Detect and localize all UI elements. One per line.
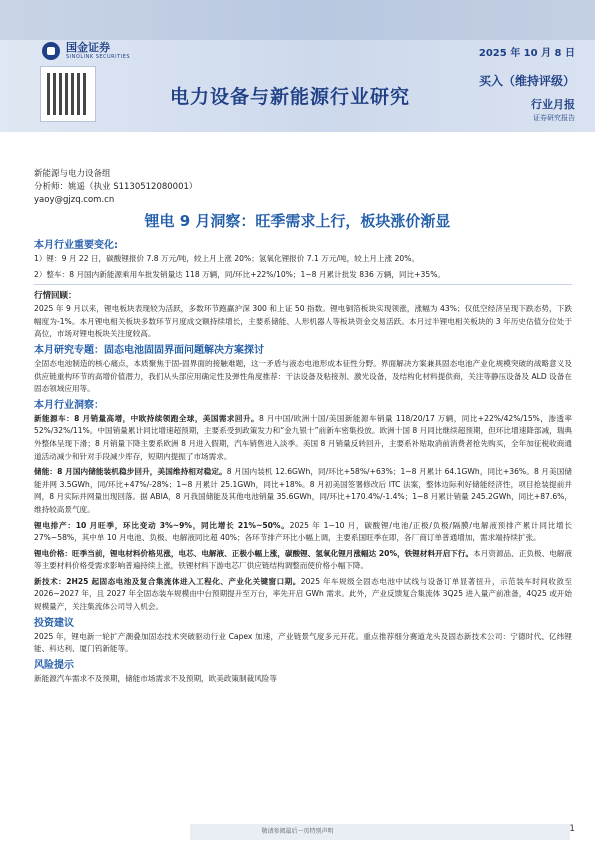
- brand-name: 国金证券: [66, 41, 110, 54]
- brand-logo: [42, 42, 130, 60]
- insight-paragraph: 锂电排产：10 月旺季，环比变动 3%~9%，同比增长 21%~50%。2025 年 1~10 月，碳酸锂/电池/正极/负极/隔膜/电解液预排产累计同比增长 27%~58%，其中单 10 月电池、负极、电解液同比超 40%；各环节排产环比小幅上调，主要系国旺季在即，各厂商订单普通增加，需求端持续扩张。: [34, 520, 572, 543]
- author-block: [34, 168, 197, 207]
- report-type: 行业月报: [531, 98, 575, 111]
- brand-sub: SINOLINK SECURITIES: [66, 54, 130, 60]
- report-header: [0, 0, 595, 132]
- section-title-changes: 本月行业重要变化:: [34, 240, 118, 251]
- header-band: [0, 0, 595, 40]
- section-title-insight: 本月行业洞察：: [34, 399, 104, 411]
- divider: [34, 284, 572, 285]
- change-item: 2）整车：8 月国内新能源乘用车批发销量达 118 万辆，同/环比+22%/10%；1~8 月累计批发 836 万辆，同比+35%。: [34, 269, 446, 279]
- section-title-invest: 投资建议: [34, 617, 74, 629]
- insight-paragraph: 新技术：2H25 起固态电池及复合集流体进入工程化、产业化关键窗口期。2025 年车规级全固态电池中试线与设备订单显著扭升，示范装车时间收敛至 2026~2027 年，且 2027 年全固态装车规模由中台预期提升至万台，率先开启 GWh 需求。此外，产业反馈复合集流体 3Q25 进入量产前准备，4Q25 或开始规模量产，关注集流体公司导入机会。: [34, 576, 572, 612]
- topic-paragraph: 全固态电池制造的核心痛点，本质聚焦于固-固界面的接触难题，这一矛盾与液态电池形成本征性分野。界面解决方案兼具固态电池产业化规模突破的战略意义及供应链重构环节的高增价值潜力，我们从头部应用确定性及弹性角度推荐：干法设备及粘接剂、激光设备，及结构化材料提供商，关注等静压设备及 ALD 设备在固态领域应用等。: [34, 358, 572, 394]
- footer-disclaimer: 敬请参阅最后一页特别声明: [261, 828, 334, 835]
- section-title-risk: 风险提示: [34, 659, 74, 671]
- section-title-review: 行情回顾：: [34, 291, 77, 302]
- headline: 锂电 9 月洞察：旺季需求上行，板块涨价渐显: [144, 212, 451, 230]
- report-date: 2025 年 10 月 8 日: [478, 48, 575, 59]
- insight-paragraph: 新能源车：8 月销量高增，中欧持续领跑全球，美国需求回升。8 月中国/欧洲十国/美国新能源车销量 118/20/17 万辆，同比+22%/42%/15%，渗透率 52%/32%/11%。中国销量累计同比增速超预期，主要系受到政策发力和“金九银十”前新车密集投放。欧洲十国 8 月同比继续超预期，但环比增速降部减，瑞典外整体呈现下滑；8 月销量下降主要系欧洲 8 月进入假期，汽车销售进入淡季。美国 8 月销量反转回升，主要系补贴取消前消费者抢先购买，全年加征税收商通道活动减少和针对手段减少库存，短期内提振了市场需求。: [34, 413, 572, 461]
- invest-paragraph: 2025 年，锂电新一轮扩产潮叠加固态技术突破驱动行业 Capex 加速，产业链景气度多元开花。重点推荐细分赛道龙头及固态新技术公司：宁德时代、亿纬锂能、科达利、厦门钨新能等。: [34, 631, 572, 654]
- analyst: 分析师：姚遥（执业 S1130512080001）: [34, 182, 198, 192]
- brand-logo-icon: [42, 42, 60, 60]
- rating: 买入（维持评级）: [478, 74, 575, 88]
- analyst-email[interactable]: yaoy@gjzq.com.cn: [34, 195, 115, 205]
- page-number: 1: [569, 824, 575, 834]
- author-group: 新能源与电力设备组: [34, 169, 111, 179]
- change-item: 1）锂：9 月 22 日，碳酸锂报价 7.8 万元/吨，较上月上涨 20%；氢氧化锂报价 7.1 万元/吨，较上月上涨 20%。: [34, 254, 420, 263]
- insight-paragraph: 锂电价格：旺季当前，锂电材料价格见涨，电芯、电解液、正极小幅上涨，碳酸锂、氢氧化锂月涨幅达 20%，铁锂材料开启下行。本月资源品、正负极、电解液等主要材料价格受需求影响普遍持续上涨，铁锂材料下游电芯厂供应链结构调整而使价格小幅下降。: [34, 548, 572, 571]
- page-footer: [0, 812, 595, 842]
- report-title: 电力设备与新能源行业研究: [170, 86, 411, 108]
- insight-paragraph: 储能：8 月国内储能装机稳步回升，美国维持相对稳定。8 月国内装机 12.6GWh，同/环比+58%/+63%；1~8 月累计 64.1GWh，同比+36%。8 月美国储能并网 3.5GWh，同/环比+47%/-28%；1~8 月累计 25.1GWh，同比+18%。8 月初美国签署修改后 ITC 法案，整体边际利好储能经济性，项目抢装提前并网，8 月实际并网量出现回落。据 ABIA，8 月我国储能及其他电池销量 35.6GWh，同/环比+170.4%/-1.4%；1~8 月累计销量 245.2GWh，同比+87.6%，维持较高景气度。: [34, 467, 572, 514]
- qr-code-icon: [40, 66, 96, 122]
- risk-paragraph: 新能源汽车需求不及预期，储能市场需求不及预期，欧美政策制裁风险等: [34, 673, 277, 683]
- section-title-topic: 本月研究专题：固态电池固固界面问题解决方案探讨: [34, 344, 264, 356]
- review-paragraph: 2025 年 9 月以来，锂电板块表现较为活跃，多数环节跑赢沪深 300 和上证 50 指数。锂电铜箔板块实现领涨，涨幅为 43%；仅低空经济呈现下跌态势，下跌幅度为-1%。本月锂电相关板块多数环节月度成交额持续增长，主要系储能、人形机器人等板块资金交易活跃。本月过半锂电相关板块的 3 年历史估值分位处于高位，市场对锂电板块关注度较高。: [34, 304, 572, 339]
- report-body: [34, 236, 572, 688]
- report-subtype: 证券研究报告: [533, 114, 575, 122]
